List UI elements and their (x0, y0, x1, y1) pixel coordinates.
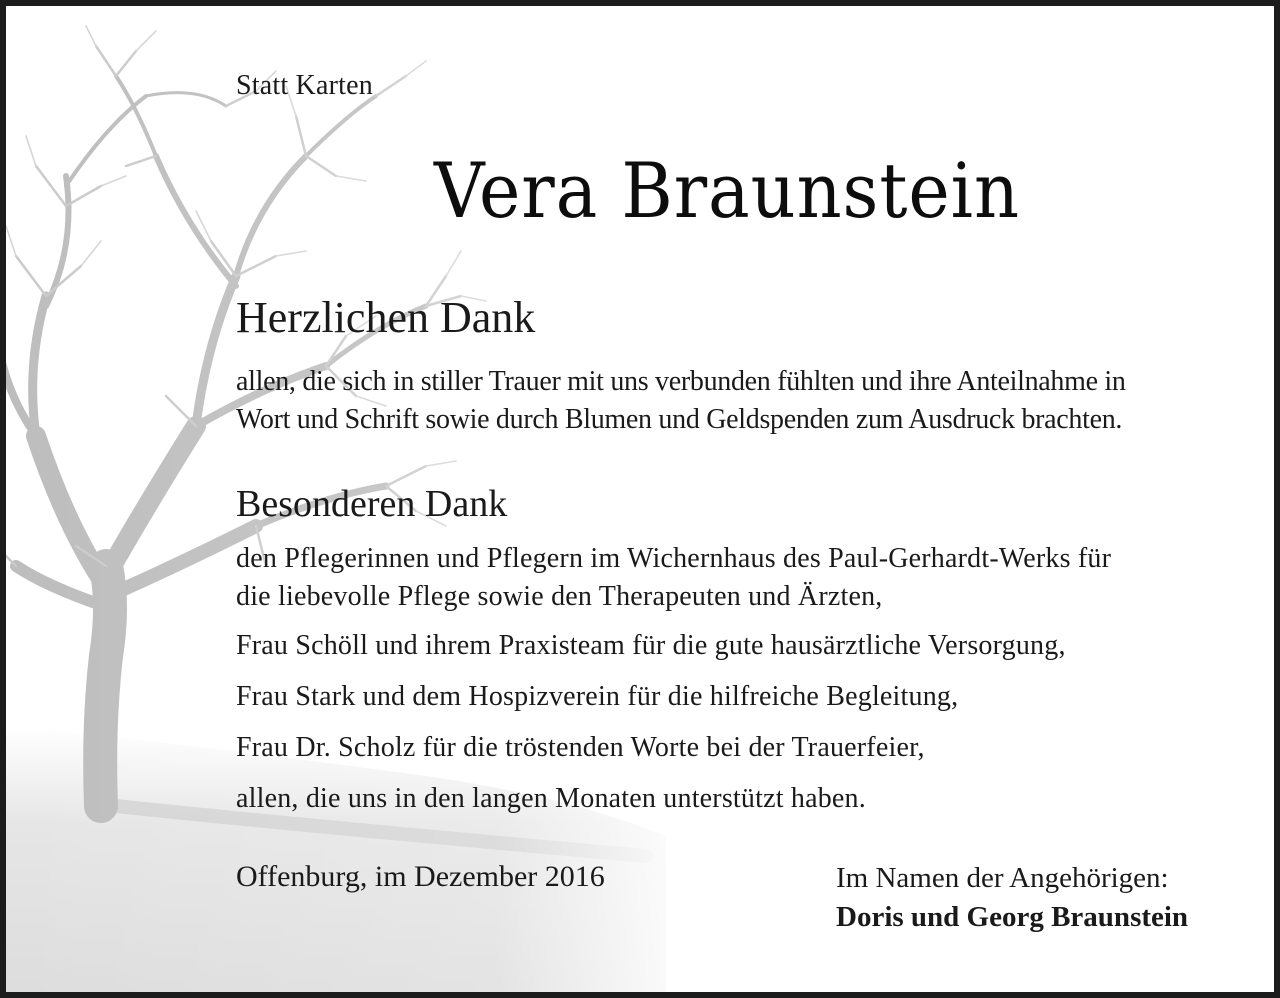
signature-names: Doris und Georg Braunstein (836, 901, 1189, 933)
thanks-item: Frau Stark und dem Hospizverein für die hilfreiche Begleitung, (236, 681, 959, 712)
deceased-name: Vera Braunstein (434, 146, 1020, 235)
thanks-item: Frau Dr. Scholz für die tröstenden Worte bei der Trauerfeier, (236, 732, 925, 763)
section1-line: Wort und Schrift sowie durch Blumen und Geldspenden zum Ausdruck brachten. (236, 404, 1123, 435)
section1-paragraph (236, 363, 1226, 439)
section2-line: den Pflegerinnen und Pflegern im Wichernhaus des Paul-Gerhardt-Werks für (236, 543, 1112, 574)
kicker-text: Statt Karten (236, 70, 373, 101)
section2-line: die liebevolle Pflege sowie den Therapeuten und Ärzten, (236, 581, 883, 612)
section-heading-herzlichen-dank: Herzlichen Dank (236, 293, 536, 342)
thanks-item: allen, die uns in den langen Monaten unterstützt haben. (236, 783, 866, 814)
section1-line: allen, die sich in stiller Trauer mit uns verbunden fühlten und ihre Anteilnahme in (236, 366, 1126, 397)
signature-intro: Im Namen der Angehörigen: (836, 862, 1169, 894)
section2-paragraph (236, 540, 1226, 616)
notice-content (6, 6, 1280, 998)
section-heading-besonderen-dank: Besonderen Dank (236, 483, 508, 525)
place-date: Offenburg, im Dezember 2016 (236, 860, 605, 893)
thanks-item: Frau Schöll und ihrem Praxisteam für die gute hausärztliche Versorgung, (236, 630, 1066, 661)
